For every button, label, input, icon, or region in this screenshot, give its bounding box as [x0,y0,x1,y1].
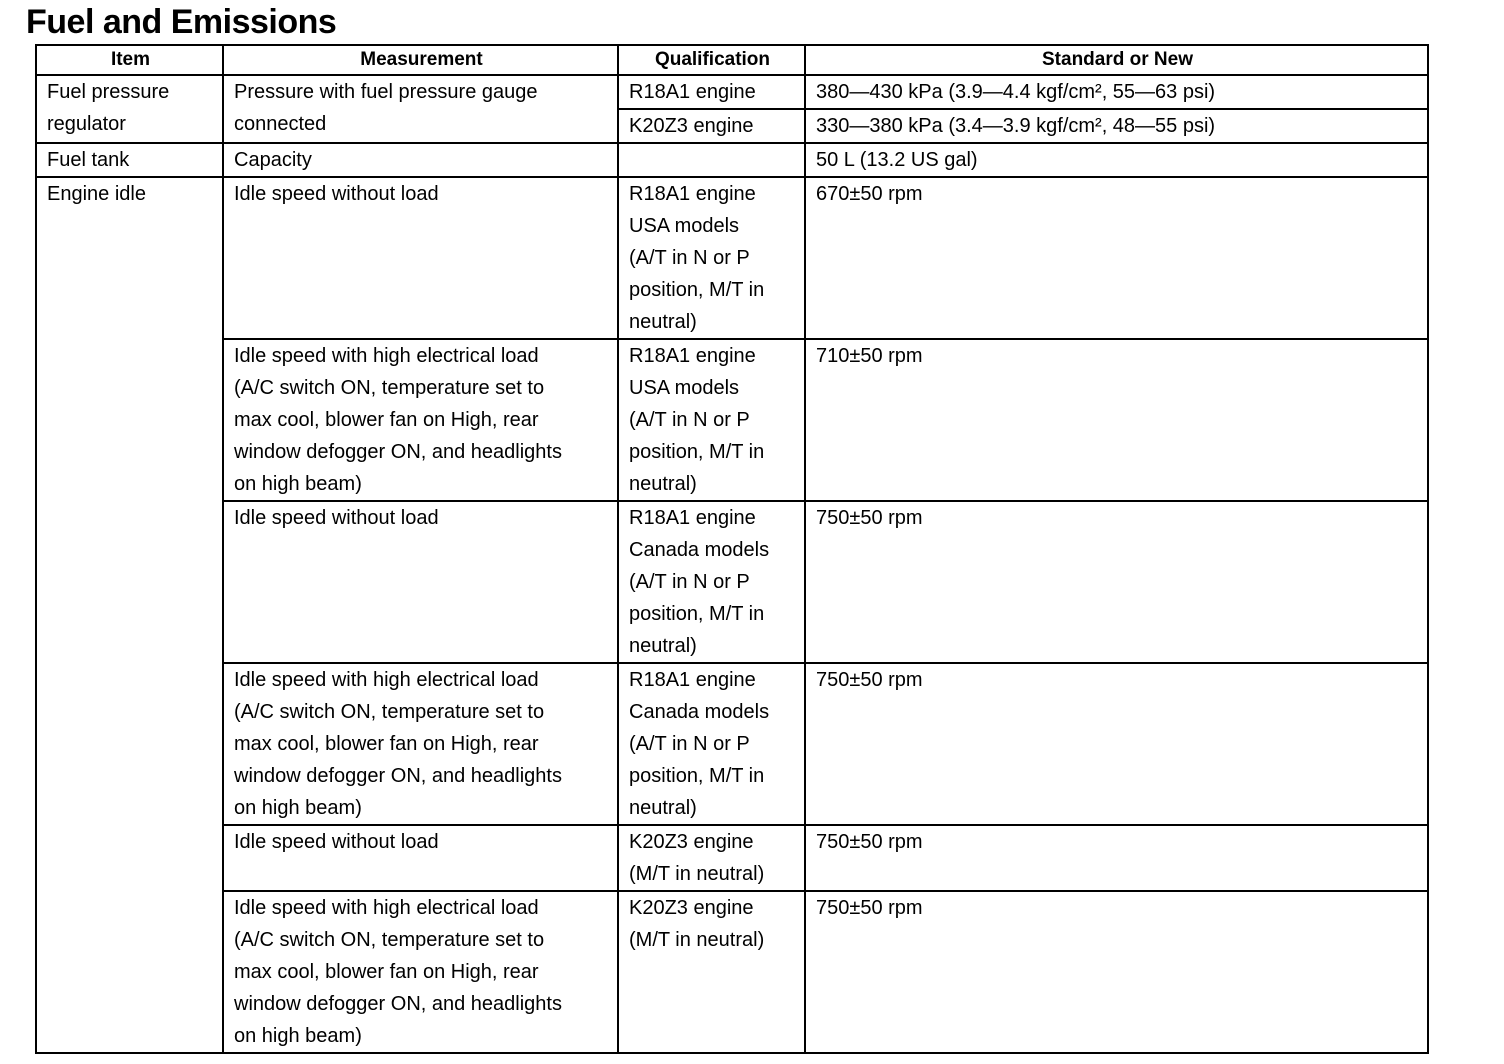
qualification-text: Canada models [629,539,770,561]
qualification-text: (A/T in N or P [629,571,750,593]
spec-table [35,44,1429,1054]
measurement-text: on high beam) [234,1025,362,1047]
table-row [36,825,1428,891]
standard-cell: 710±50 rpm [805,339,1428,501]
table-row [36,75,1428,109]
qualification-text: R18A1 engine [629,507,756,529]
standard-cell: 750±50 rpm [805,825,1428,891]
qualification-cell [618,177,805,339]
qualification-text: (A/T in N or P [629,733,750,755]
qualification-text: R18A1 engine [629,345,756,367]
header-qualification: Qualification [618,45,805,75]
qualification-cell [618,825,805,891]
qualification-cell: K20Z3 engine [618,109,805,143]
header-measurement: Measurement [223,45,618,75]
table-row [36,143,1428,177]
qualification-cell: R18A1 engine [618,75,805,109]
measurement-cell [223,891,618,1053]
header-standard: Standard or New [805,45,1428,75]
measurement-text: Idle speed without load [234,183,439,205]
table-row [36,339,1428,501]
qualification-text: neutral) [629,311,697,333]
measurement-cell [223,825,618,891]
measurement-text: on high beam) [234,797,362,819]
measurement-text: max cool, blower fan on High, rear [234,733,539,755]
table-row [36,177,1428,339]
measurement-text: on high beam) [234,473,362,495]
item-cell: Engine idle [36,177,223,1053]
qualification-cell [618,663,805,825]
page-title: Fuel and Emissions [26,3,337,41]
item-cell: Fuel tank [36,143,223,177]
measurement-text: max cool, blower fan on High, rear [234,961,539,983]
item-cell [36,75,223,143]
measurement-text: (A/C switch ON, temperature set to [234,929,545,951]
qualification-text: USA models [629,215,740,237]
qualification-text: Canada models [629,701,770,723]
measurement-text: Idle speed with high electrical load [234,345,539,367]
qualification-text: position, M/T in [629,603,765,625]
measurement-text: window defogger ON, and headlights [234,441,562,463]
measurement-text: Pressure with fuel pressure gauge [234,81,538,103]
measurement-text: Idle speed with high electrical load [234,669,539,691]
qualification-text: (A/T in N or P [629,247,750,269]
measurement-cell: Capacity [223,143,618,177]
measurement-cell [223,501,618,663]
qualification-cell [618,891,805,1053]
qualification-cell [618,143,805,177]
qualification-text: (A/T in N or P [629,409,750,431]
standard-cell: 50 L (13.2 US gal) [805,143,1428,177]
measurement-cell [223,75,618,143]
qualification-text: R18A1 engine [629,669,756,691]
qualification-text: neutral) [629,473,697,495]
table-row [36,891,1428,1053]
qualification-text: position, M/T in [629,279,765,301]
qualification-cell [618,339,805,501]
qualification-text: R18A1 engine [629,183,756,205]
qualification-text: neutral) [629,797,697,819]
measurement-text: window defogger ON, and headlights [234,765,562,787]
standard-cell: 330—380 kPa (3.4—3.9 kgf/cm², 48—55 psi) [805,109,1428,143]
item-text: Fuel pressure [47,81,170,103]
qualification-text: (M/T in neutral) [629,863,765,885]
qualification-text: neutral) [629,635,697,657]
standard-cell: 750±50 rpm [805,663,1428,825]
table-row [36,501,1428,663]
measurement-text: (A/C switch ON, temperature set to [234,701,545,723]
measurement-text: Idle speed without load [234,831,439,853]
standard-cell: 670±50 rpm [805,177,1428,339]
measurement-text: Idle speed with high electrical load [234,897,539,919]
qualification-cell [618,501,805,663]
standard-cell: 750±50 rpm [805,501,1428,663]
measurement-text: Idle speed without load [234,507,439,529]
measurement-text: (A/C switch ON, temperature set to [234,377,545,399]
qualification-text: position, M/T in [629,441,765,463]
header-item: Item [36,45,223,75]
qualification-text: K20Z3 engine [629,831,754,853]
measurement-text: max cool, blower fan on High, rear [234,409,539,431]
table-row [36,663,1428,825]
table-header-row [36,45,1428,75]
measurement-cell [223,177,618,339]
qualification-text: position, M/T in [629,765,765,787]
measurement-text: connected [234,113,327,135]
measurement-cell [223,339,618,501]
standard-cell: 380—430 kPa (3.9—4.4 kgf/cm², 55—63 psi) [805,75,1428,109]
qualification-text: K20Z3 engine [629,897,754,919]
qualification-text: (M/T in neutral) [629,929,765,951]
measurement-cell [223,663,618,825]
qualification-text: USA models [629,377,740,399]
standard-cell: 750±50 rpm [805,891,1428,1053]
measurement-text: window defogger ON, and headlights [234,993,562,1015]
item-text: regulator [47,113,126,135]
